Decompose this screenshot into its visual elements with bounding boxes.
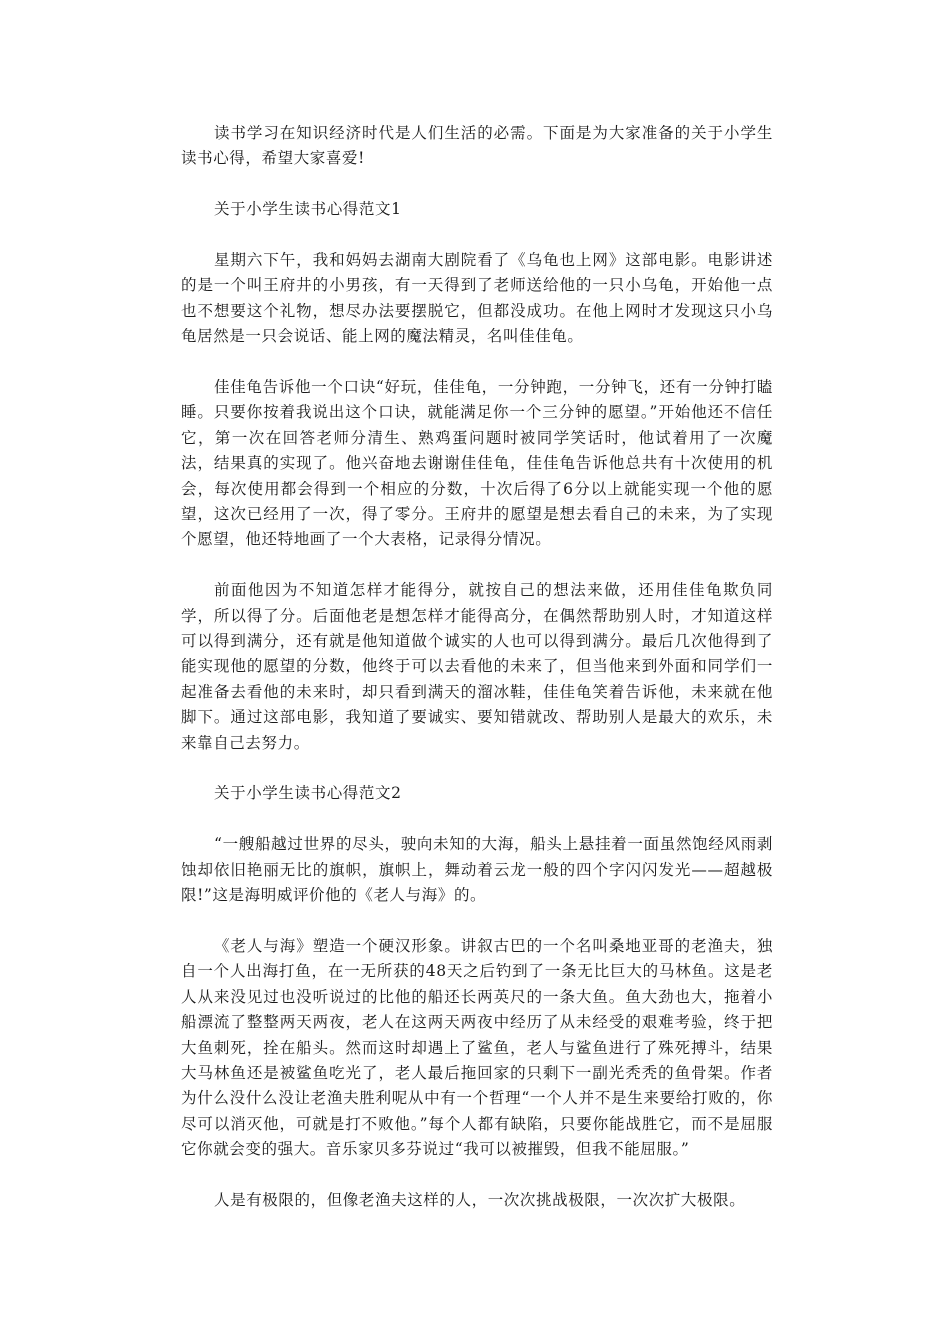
paragraph-3: 前面他因为不知道怎样才能得分，就按自己的想法来做，还用佳佳龟欺负同学，所以得了分。后面他老是想怎样才能得高分，在偶然帮助别人时，才知道这样可以得到满分，还有就是他知道做个诚实的人也可以得到满分。最后几次他得到了能实现他的愿望的分数，他终于可以去看他的未来了，但当他来到外面和同学们一起准备去看他的未来时，却只看到满天的溜冰鞋，佳佳龟笑着告诉他，未来就在他脚下。通过这部电影，我知道了要诚实、要知错就改、帮助别人是最大的欢乐，未来靠自己去努力。: [181, 581, 773, 752]
intro-paragraph: 读书学习在知识经济时代是人们生活的必需。下面是为大家准备的关于小学生读书心得，希望大家喜爱!: [181, 124, 773, 168]
paragraph-2: 佳佳龟告诉他一个口诀“好玩，佳佳龟，一分钟跑，一分钟飞，还有一分钟打瞌睡。只要你按着我说出这个口诀，就能满足你一个三分钟的愿望。”开始他还不信任它，第一次在回答老师分清生、熟鸡蛋问题时被同学笑话时，他试着用了一次魔法，结果真的实现了。他兴奋地去谢谢佳佳龟，佳佳龟告诉他总共有十次使用的机会，每次使用都会得到一个相应的分数，十次后得了6分以上就能实现一个他的愿望，这次已经用了一次，得了零分。王府井的愿望是想去看自己的未来，为了实现个愿望，他还特地画了一个大表格，记录得分情况。: [181, 378, 773, 549]
paragraph-6: 人是有极限的，但像老渔夫这样的人，一次次挑战极限，一次次扩大极限。: [214, 1190, 746, 1209]
section-heading-1: 关于小学生读书心得范文1: [214, 200, 402, 219]
document-body: [181, 121, 773, 1239]
paragraph-5: 《老人与海》塑造一个硬汉形象。讲叙古巴的一个名叫桑地亚哥的老渔夫，独自一个人出海打鱼，在一无所获的48天之后钓到了一条无比巨大的马林鱼。这是老人从来没见过也没听说过的比他的船还长两英尺的一条大鱼。鱼大劲也大，拖着小船漂流了整整两天两夜，老人在这两天两夜中经历了从未经受的艰难考验，终于把大鱼刺死，拴在船头。然而这时却遇上了鲨鱼，老人与鲨鱼进行了殊死搏斗，结果大马林鱼还是被鲨鱼吃光了，老人最后拖回家的只剩下一副光秃秃的鱼骨架。作者为什么没什么没让老渔夫胜利呢从中有一个哲理“一个人并不是生来要给打败的，你尽可以消灭他，可就是打不败他。”每个人都有缺陷，只要你能战胜它，而不是屈服它你就会变的强大。音乐家贝多芬说过“我可以被摧毁，但我不能屈服。”: [181, 936, 773, 1159]
section-heading-2: 关于小学生读书心得范文2: [214, 784, 402, 803]
paragraph-4: “一艘船越过世界的尽头，驶向未知的大海，船头上悬挂着一面虽然饱经风雨剥蚀却依旧艳丽无比的旗帜，旗帜上，舞动着云龙一般的四个字闪闪发光——超越极限!”这是海明威评价他的《老人与海》的。: [181, 835, 773, 905]
paragraph-1: 星期六下午，我和妈妈去湖南大剧院看了《乌龟也上网》这部电影。电影讲述的是一个叫王府井的小男孩，有一天得到了老师送给他的一只小乌龟，开始他一点也不想要这个礼物，想尽办法要摆脱它，但都没成功。在他上网时才发现这只小乌龟居然是一只会说话、能上网的魔法精灵，名叫佳佳龟。: [181, 251, 773, 346]
